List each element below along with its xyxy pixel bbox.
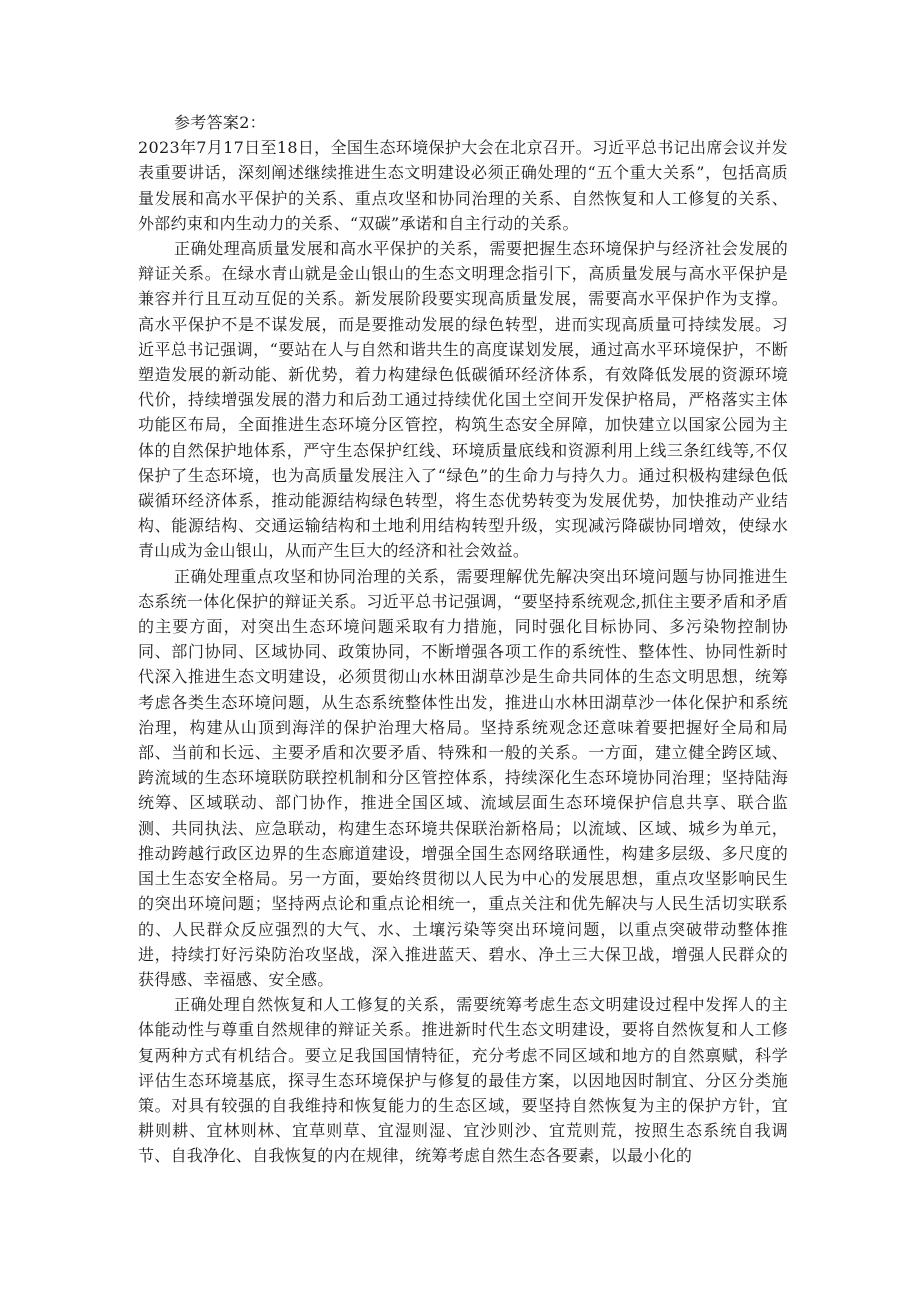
answer-heading: 参考答案2： — [174, 113, 266, 132]
paragraph-natural-restoration: 正确处理自然恢复和人工修复的关系，需要统筹考虑生态文明建设过程中发挥人的主体能动性与尊重自然规律的辩证关系。推进新时代生态文明建设，要将自然恢复和人工修复两种方式有机结合。要立足我国国情特征，充分考虑不同区域和地方的自然禀赋，科学评估生态环境基底，探寻生态环境保护与修复的最佳方案，以因地因时制宜、分区分类施策。对具有较强的自我维持和恢复能力的生态区域，要坚持自然恢复为主的保护方针，宜耕则耕、宜林则林、宜草则草、宜湿则湿、宜沙则沙、宜荒则荒，按照生态系统自我调节、自我净化、自我恢复的内在规律，统筹考虑自然生态各要素，以最小化的 — [138, 995, 788, 1166]
document-body — [138, 110, 788, 1169]
paragraph-high-quality-development: 正确处理高质量发展和高水平保护的关系，需要把握生态环境保护与经济社会发展的辩证关系。在绿水青山就是金山银山的生态文明理念指引下，高质量发展与高水平保护是兼容并行且互动互促的关系。新发展阶段要实现高质量发展，需要高水平保护作为支撑。高水平保护不是不谋发展，而是要推动发展的绿色转型，进而实现高质量可持续发展。习近平总书记强调，“要站在人与自然和谐共生的高度谋划发展，通过高水平环境保护，不断塑造发展的新动能、新优势，着力构建绿色低碳循环经济体系，有效降低发展的资源环境代价，持续增强发展的潜力和后劲工通过持续优化国土空间开发保护格局，严格落实主体功能区布局，全面推进生态环境分区管控，构筑生态安全屏障，加快建立以国家公园为主体的自然保护地体系，严守生态保护红线、环境质量底线和资源利用上线三条红线等,不仅保护了生态环境，也为高质量发展注入了“绿色”的生命力与持久力。通过积极构建绿色低碳循环经济体系，推动能源结构绿色转型，将生态优势转变为发展优势，加快推动产业结构、能源结构、交通运输结构和土地利用结构转型升级，实现减污降碳协同增效，使绿水青山成为金山银山，从而产生巨大的经济和社会效益。 — [138, 239, 788, 561]
paragraph-intro: 2023年7月17日至18日，全国生态环境保护大会在北京召开。习近平总书记出席会议并发表重要讲话，深刻阐述继续推进生态文明建设必须正确处理的“五个重大关系”，包括高质量发展和高水平保护的关系、重点攻坚和协同治理的关系、自然恢复和人工修复的关系、外部约束和内生动力的关系、“双碳”承诺和自主行动的关系。 — [138, 138, 788, 233]
paragraph-key-tasks-coordination: 正确处理重点攻坚和协同治理的关系，需要理解优先解决突出环境问题与协同推进生态系统一体化保护的辩证关系。习近平总书记强调，“要坚持系统观念,抓住主要矛盾和矛盾的主要方面，对突出生态环境问题采取有力措施，同时强化目标协同、多污染物控制协同、部门协同、区域协同、政策协同，不断增强各项工作的系统性、整体性、协同性新时代深入推进生态文明建设，必须贯彻山水林田湖草沙是生命共同体的生态文明思想，统筹考虑各类生态环境问题，从生态系统整体性出发，推进山水林田湖草沙一体化保护和系统治理，构建从山顶到海洋的保护治理大格局。坚持系统观念还意味着要把握好全局和局部、当前和长远、主要矛盾和次要矛盾、特殊和一般的关系。一方面，建立健全跨区域、跨流域的生态环境联防联控机制和分区管控体系，持续深化生态环境协同治理；坚持陆海统筹、区域联动、部门协作，推进全国区域、流域层面生态环境保护信息共享、联合监测、共同执法、应急联动，构建生态环境共保联治新格局；以流域、区域、城乡为单元，推动跨越行政区边界的生态廊道建设，增强全国生态网络联通性，构建多层级、多尺度的国土生态安全格局。另一方面，要始终贯彻以人民为中心的发展思想，重点攻坚影响民生的突出环境问题；坚持两点论和重点论相统一，重点关注和优先解决与人民生活切实联系的、人民群众反应强烈的大气、水、土壤污染等突出环境问题，以重点突破带动整体推进，持续打好污染防治攻坚战，深入推进蓝天、碧水、净土三大保卫战，增强人民群众的获得感、幸福感、安全感。 — [138, 566, 788, 989]
